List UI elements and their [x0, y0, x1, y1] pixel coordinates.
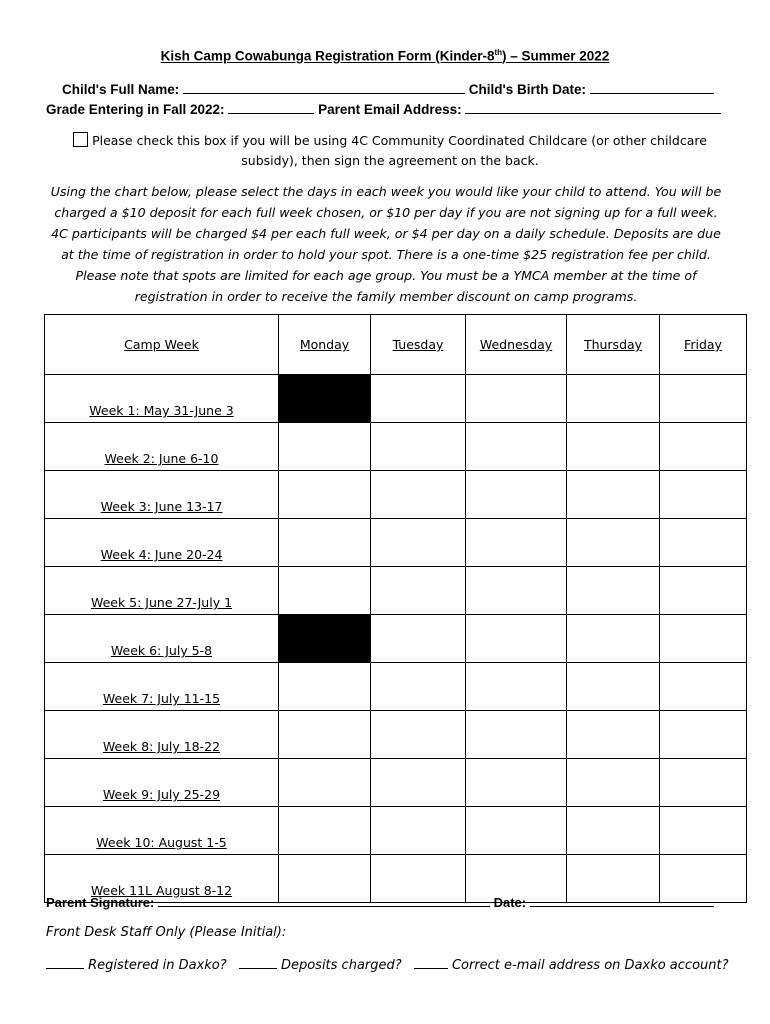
week-label: Week 1: May 31-June 3 — [45, 375, 279, 423]
week-label: Week 9: July 25-29 — [45, 759, 279, 807]
header-camp-week: Camp Week — [45, 315, 279, 375]
email-label: Parent Email Address: — [318, 102, 462, 117]
day-cell[interactable] — [371, 375, 466, 423]
table-row — [45, 759, 747, 807]
day-cell[interactable] — [371, 519, 466, 567]
email-check-label: Correct e-mail address on Daxko account? — [451, 958, 729, 973]
week-label: Week 7: July 11-15 — [45, 663, 279, 711]
day-cell[interactable] — [660, 375, 747, 423]
day-cell[interactable] — [660, 471, 747, 519]
day-cell[interactable] — [279, 471, 371, 519]
day-cell[interactable] — [660, 519, 747, 567]
day-cell[interactable] — [567, 471, 660, 519]
day-cell[interactable] — [371, 423, 466, 471]
day-cell[interactable] — [567, 519, 660, 567]
registered-label: Registered in Daxko? — [88, 958, 227, 973]
day-cell[interactable] — [466, 471, 567, 519]
staff-checklist — [46, 956, 729, 973]
day-cell[interactable] — [567, 375, 660, 423]
week-label: Week 6: July 5-8 — [45, 615, 279, 663]
table-row — [45, 711, 747, 759]
parent-signature-field[interactable] — [158, 894, 490, 907]
signature-line — [46, 894, 726, 910]
name-birthdate-line — [62, 81, 710, 97]
day-cell[interactable] — [466, 615, 567, 663]
day-cell[interactable] — [660, 663, 747, 711]
parent-signature-label: Parent Signature: — [46, 895, 155, 910]
childcare-check-row — [50, 131, 730, 171]
day-cell[interactable] — [660, 759, 747, 807]
day-cell[interactable] — [567, 807, 660, 855]
day-cell[interactable] — [371, 615, 466, 663]
week-label: Week 4: June 20-24 — [45, 519, 279, 567]
table-row — [45, 423, 747, 471]
table-row — [45, 615, 747, 663]
day-cell[interactable] — [567, 615, 660, 663]
deposits-label: Deposits charged? — [280, 958, 402, 973]
header-thursday: Thursday — [567, 315, 660, 375]
day-cell[interactable] — [660, 807, 747, 855]
childcare-checkbox[interactable] — [73, 132, 88, 147]
day-cell[interactable] — [466, 567, 567, 615]
deposits-initial-field[interactable] — [239, 956, 277, 969]
day-cell[interactable] — [466, 423, 567, 471]
day-cell[interactable] — [279, 807, 371, 855]
day-cell[interactable] — [466, 375, 567, 423]
week-label: Week 11L August 8-12 — [45, 855, 279, 903]
day-cell[interactable] — [466, 759, 567, 807]
email-field[interactable] — [465, 101, 721, 114]
header-tuesday: Tuesday — [371, 315, 466, 375]
blocked-day-cell — [279, 375, 371, 423]
childcare-check-text: Please check this box if you will be using 4C Community Coordinated Childcare (or other childcare subsidy), then sign the agreement on the back. — [92, 133, 707, 168]
day-cell[interactable] — [567, 423, 660, 471]
signature-date-label: Date: — [493, 895, 527, 910]
form-title: Kish Camp Cowabunga Registration Form (Kinder-8th) – Summer 2022 — [160, 48, 610, 64]
day-cell[interactable] — [279, 423, 371, 471]
day-cell[interactable] — [567, 759, 660, 807]
signature-date-field[interactable] — [530, 894, 714, 907]
week-label: Week 2: June 6-10 — [45, 423, 279, 471]
day-cell[interactable] — [279, 759, 371, 807]
day-cell[interactable] — [371, 759, 466, 807]
instructions: Using the chart below, please select the days in each week you would like your child to attend. You will be charged a $10 deposit for each full week chosen, or $10 per day if you are not signing up for a full week. 4C participants will be charged $4 per each full week, or $4 per day on a daily schedule. Deposits are due at the time of registration in order to hold your spot. There is a one-time $25 registration fee per child. Please note that spots are limited for each age group. You must be a YMCA member at the time of registration in order to receive the family member discount on camp programs. — [50, 184, 722, 304]
day-cell[interactable] — [466, 711, 567, 759]
day-cell[interactable] — [279, 711, 371, 759]
day-cell[interactable] — [466, 519, 567, 567]
grade-email-line — [46, 101, 726, 117]
day-cell[interactable] — [279, 519, 371, 567]
day-cell[interactable] — [371, 567, 466, 615]
day-cell[interactable] — [371, 663, 466, 711]
day-cell[interactable] — [660, 711, 747, 759]
grade-field[interactable] — [228, 101, 314, 114]
day-cell[interactable] — [660, 567, 747, 615]
day-cell[interactable] — [567, 711, 660, 759]
day-cell[interactable] — [371, 807, 466, 855]
email-initial-field[interactable] — [414, 956, 448, 969]
child-name-label: Child's Full Name: — [62, 82, 180, 97]
day-cell[interactable] — [371, 711, 466, 759]
blocked-day-cell — [279, 615, 371, 663]
child-name-field[interactable] — [183, 81, 465, 94]
week-label: Week 3: June 13-17 — [45, 471, 279, 519]
header-monday: Monday — [279, 315, 371, 375]
day-cell[interactable] — [466, 663, 567, 711]
day-cell[interactable] — [279, 567, 371, 615]
week-label: Week 10: August 1-5 — [45, 807, 279, 855]
week-label: Week 5: June 27-July 1 — [45, 567, 279, 615]
day-cell[interactable] — [279, 663, 371, 711]
week-label: Week 8: July 18-22 — [45, 711, 279, 759]
day-cell[interactable] — [660, 615, 747, 663]
table-row — [45, 471, 747, 519]
registered-initial-field[interactable] — [46, 956, 84, 969]
staff-heading: Front Desk Staff Only (Please Initial): — [46, 925, 287, 940]
table-header-row — [45, 315, 747, 375]
schedule-table — [44, 314, 747, 903]
birth-date-field[interactable] — [590, 81, 714, 94]
grade-label: Grade Entering in Fall 2022: — [46, 102, 225, 117]
day-cell[interactable] — [567, 663, 660, 711]
day-cell[interactable] — [466, 807, 567, 855]
table-row — [45, 375, 747, 423]
table-row — [45, 663, 747, 711]
table-row — [45, 807, 747, 855]
table-row — [45, 567, 747, 615]
day-cell[interactable] — [567, 567, 660, 615]
table-row — [45, 519, 747, 567]
header-wednesday: Wednesday — [466, 315, 567, 375]
day-cell[interactable] — [371, 471, 466, 519]
day-cell[interactable] — [660, 423, 747, 471]
birth-date-label: Child's Birth Date: — [468, 82, 586, 97]
header-friday: Friday — [660, 315, 747, 375]
